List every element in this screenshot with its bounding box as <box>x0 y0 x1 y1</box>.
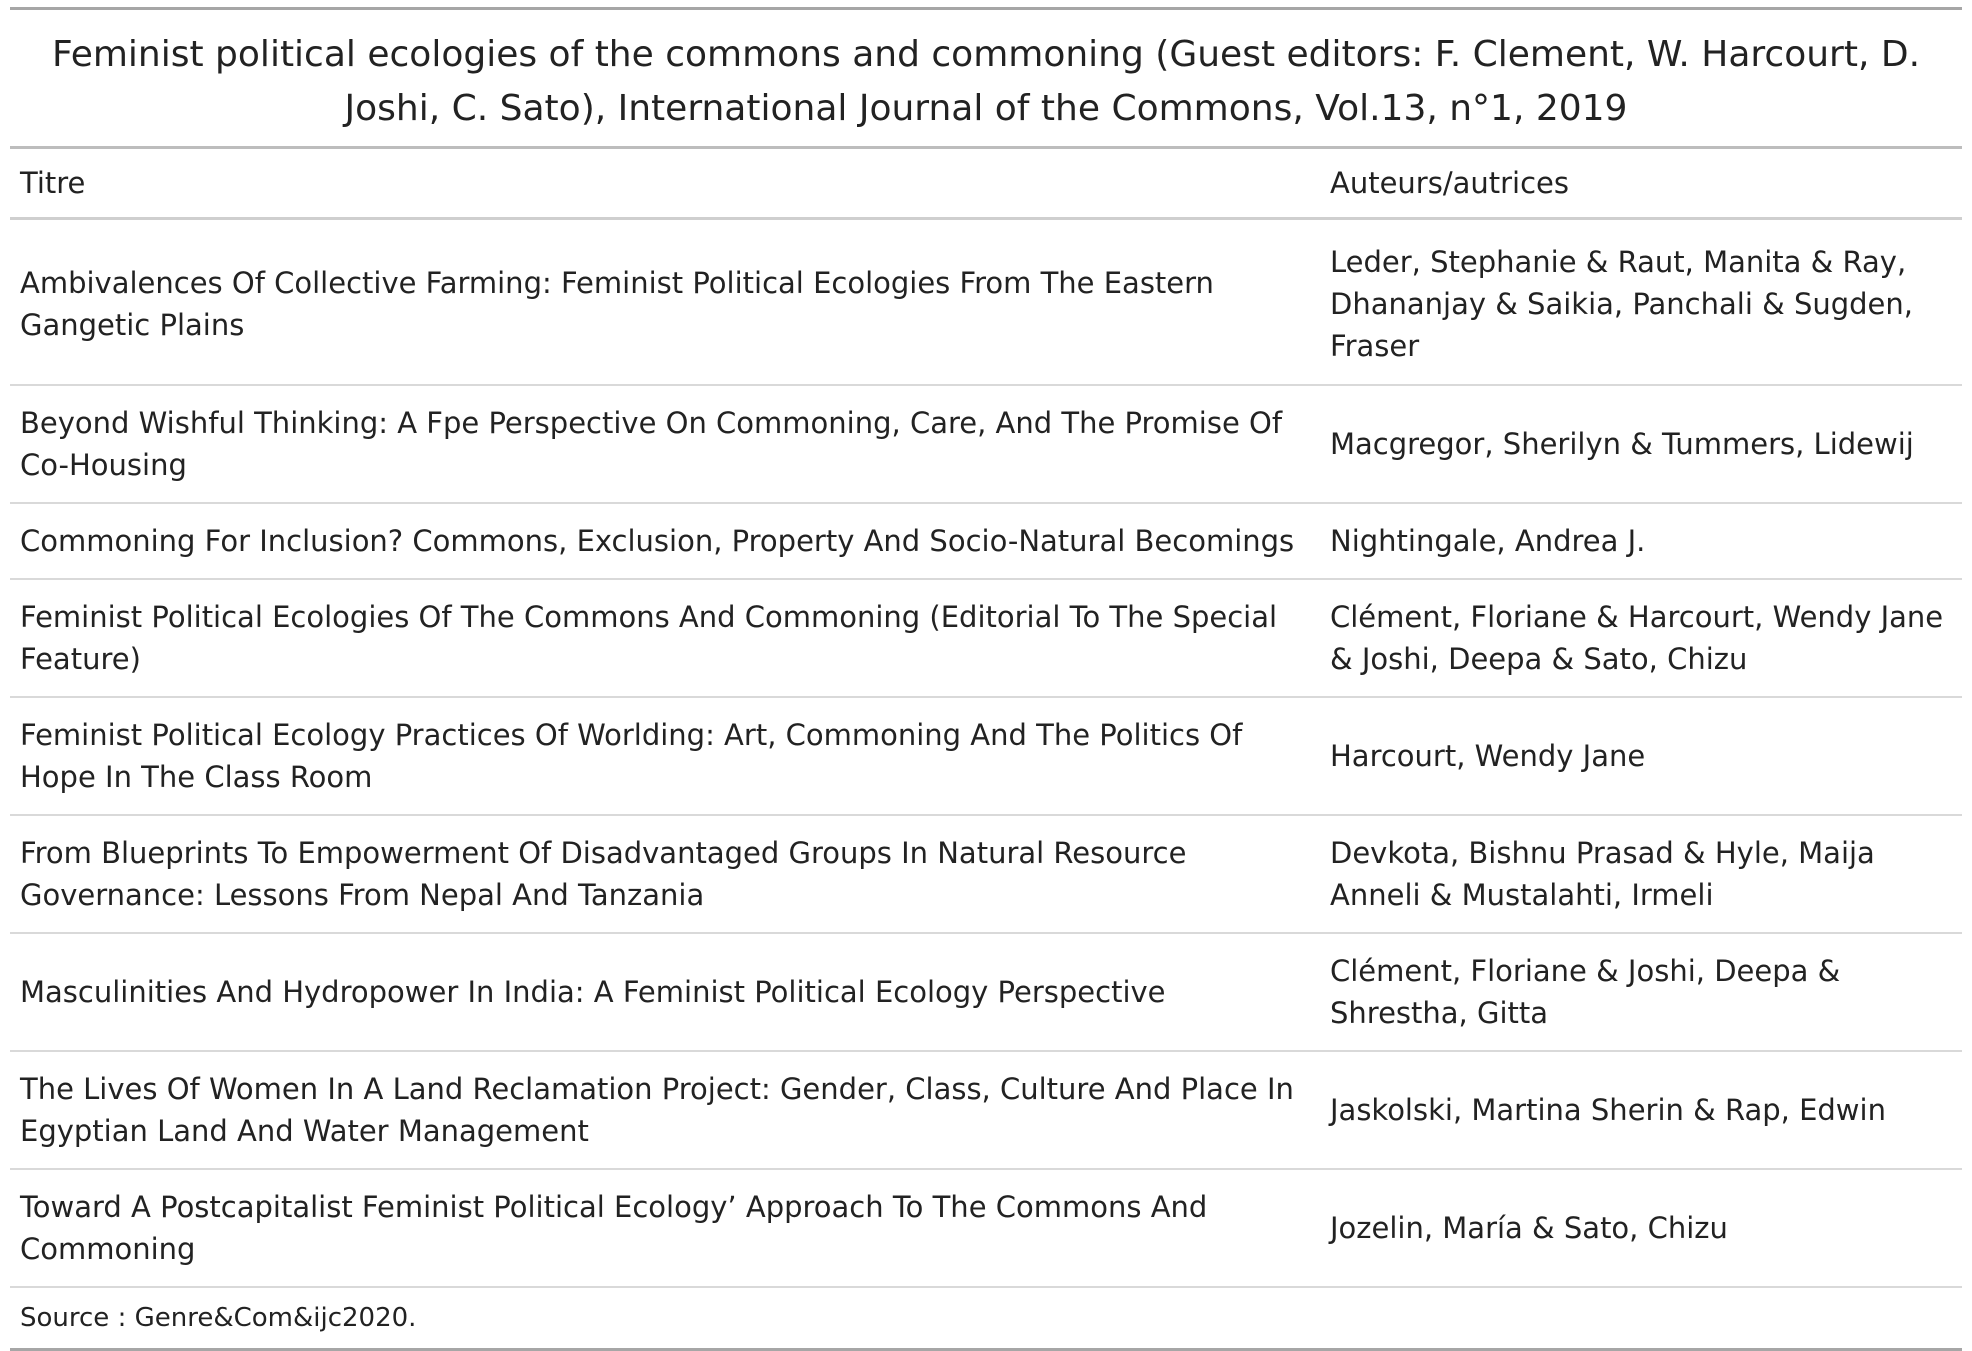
article-title: Feminist Political Ecology Practices Of Worlding: Art, Commoning And The Politics Of Hope In The Class Room <box>10 697 1320 815</box>
table-row <box>10 385 1962 503</box>
table-caption: Feminist political ecologies of the commons and commoning (Guest editors: F. Clement, W. Harcourt, D. Joshi, C. Sato), International Journal of the Commons, Vol.13, n°1, 2019 <box>51 34 1921 129</box>
article-authors: Harcourt, Wendy Jane <box>1320 697 1962 815</box>
table-row <box>10 815 1962 933</box>
table-row <box>10 1051 1962 1169</box>
article-authors: Macgregor, Sherilyn & Tummers, Lidewij <box>1320 385 1962 503</box>
table-row <box>10 1169 1962 1287</box>
article-title: Feminist Political Ecologies Of The Commons And Commoning (Editorial To The Special Feature) <box>10 579 1320 697</box>
table-row <box>10 219 1962 386</box>
table-row <box>10 503 1962 579</box>
article-authors: Devkota, Bishnu Prasad & Hyle, Maija Anneli & Mustalahti, Irmeli <box>1320 815 1962 933</box>
article-title: The Lives Of Women In A Land Reclamation Project: Gender, Class, Culture And Place In Egyptian Land And Water Management <box>10 1051 1320 1169</box>
article-title: From Blueprints To Empowerment Of Disadvantaged Groups In Natural Resource Governance: Lessons From Nepal And Tanzania <box>10 815 1320 933</box>
header-title: Titre <box>10 149 1320 219</box>
article-authors: Jozelin, María & Sato, Chizu <box>1320 1169 1962 1287</box>
table-row <box>10 697 1962 815</box>
table-row <box>10 579 1962 697</box>
article-authors: Jaskolski, Martina Sherin & Rap, Edwin <box>1320 1051 1962 1169</box>
article-authors: Clément, Floriane & Harcourt, Wendy Jane & Joshi, Deepa & Sato, Chizu <box>1320 579 1962 697</box>
header-row <box>10 149 1962 219</box>
articles-table <box>10 149 1962 1288</box>
article-title: Ambivalences Of Collective Farming: Feminist Political Ecologies From The Eastern Gangetic Plains <box>10 219 1320 386</box>
table-row <box>10 933 1962 1051</box>
article-title: Beyond Wishful Thinking: A Fpe Perspective On Commoning, Care, And The Promise Of Co-Housing <box>10 385 1320 503</box>
article-title: Commoning For Inclusion? Commons, Exclusion, Property And Socio-Natural Becomings <box>10 503 1320 579</box>
article-authors: Clément, Floriane & Joshi, Deepa & Shrestha, Gitta <box>1320 933 1962 1051</box>
article-authors: Nightingale, Andrea J. <box>1320 503 1962 579</box>
publication-table <box>10 7 1962 1351</box>
header-authors: Auteurs/autrices <box>1320 149 1962 219</box>
article-authors: Leder, Stephanie & Raut, Manita & Ray, Dhananjay & Saikia, Panchali & Sugden, Fraser <box>1320 219 1962 386</box>
source-note: Source : Genre&Com&ijc2020. <box>20 1303 417 1333</box>
article-title: Masculinities And Hydropower In India: A Feminist Political Ecology Perspective <box>10 933 1320 1051</box>
article-title: Toward A Postcapitalist Feminist Political Ecology’ Approach To The Commons And Commoning <box>10 1169 1320 1287</box>
